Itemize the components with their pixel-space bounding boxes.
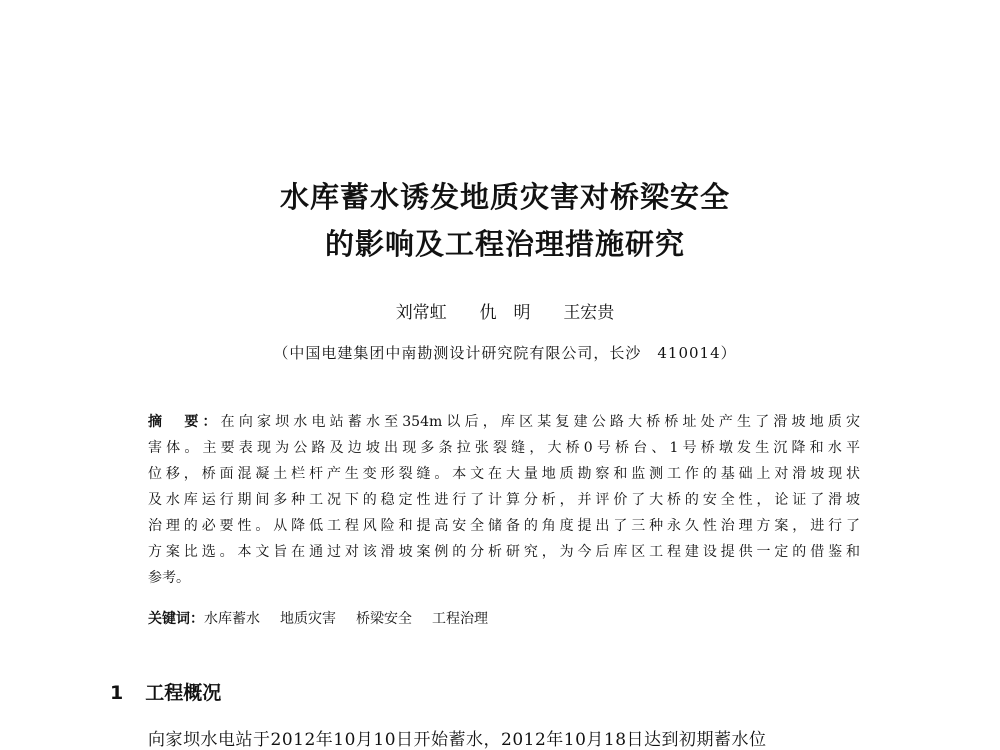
author: 王宏贵	[563, 303, 615, 323]
abstract-line: 及水库运行期间多种工况下的稳定性进行了计算分析，并评价了大桥的安全性，论证了滑坡	[148, 492, 860, 508]
abstract-line: 治理的必要性。从降低工程风险和提高安全储备的角度提出了三种永久性治理方案，进行了	[148, 518, 860, 534]
keywords	[148, 608, 508, 628]
abstract-text: 在向家坝水电站蓄水至354m以后，库区某复建公路大桥桥址处产生了滑坡地质灾	[220, 414, 861, 430]
keyword: 水库蓄水	[204, 611, 260, 627]
abstract-line: 方案比选。本文旨在通过对该滑坡案例的分析研究，为今后库区工程建设提供一定的借鉴和	[148, 544, 860, 560]
keyword: 工程治理	[432, 611, 488, 627]
affiliation: （中国电建集团中南勘测设计研究院有限公司，长沙 410014）	[273, 344, 737, 362]
paper-title-line-1: 水库蓄水诱发地质灾害对桥梁安全	[279, 180, 730, 214]
author: 刘常虹	[395, 303, 447, 323]
authors	[0, 298, 1000, 323]
section-title: 工程概况	[145, 682, 222, 704]
paper-title-line-2: 的影响及工程治理措施研究	[324, 227, 685, 261]
keyword: 桥梁安全	[356, 611, 412, 627]
keywords-label: 关键词：	[148, 611, 204, 627]
abstract-line: 参考。	[148, 570, 190, 586]
abstract-line	[148, 412, 860, 432]
section-number: 1	[110, 682, 124, 704]
body-paragraph: 向家坝水电站于2012年10月10日开始蓄水，2012年10月18日达到初期蓄水位	[148, 730, 767, 750]
abstract-label: 摘 要：	[148, 414, 221, 430]
section-heading	[110, 678, 221, 705]
abstract-line: 害体。主要表现为公路及边坡出现多条拉张裂缝，大桥0号桥台、1号桥墩发生沉降和水平	[148, 440, 860, 456]
abstract-line: 位移，桥面混凝土栏杆产生变形裂缝。本文在大量地质勘察和监测工作的基础上对滑坡现状	[148, 466, 860, 482]
keyword: 地质灾害	[280, 611, 336, 627]
author: 仇 明	[479, 303, 531, 323]
